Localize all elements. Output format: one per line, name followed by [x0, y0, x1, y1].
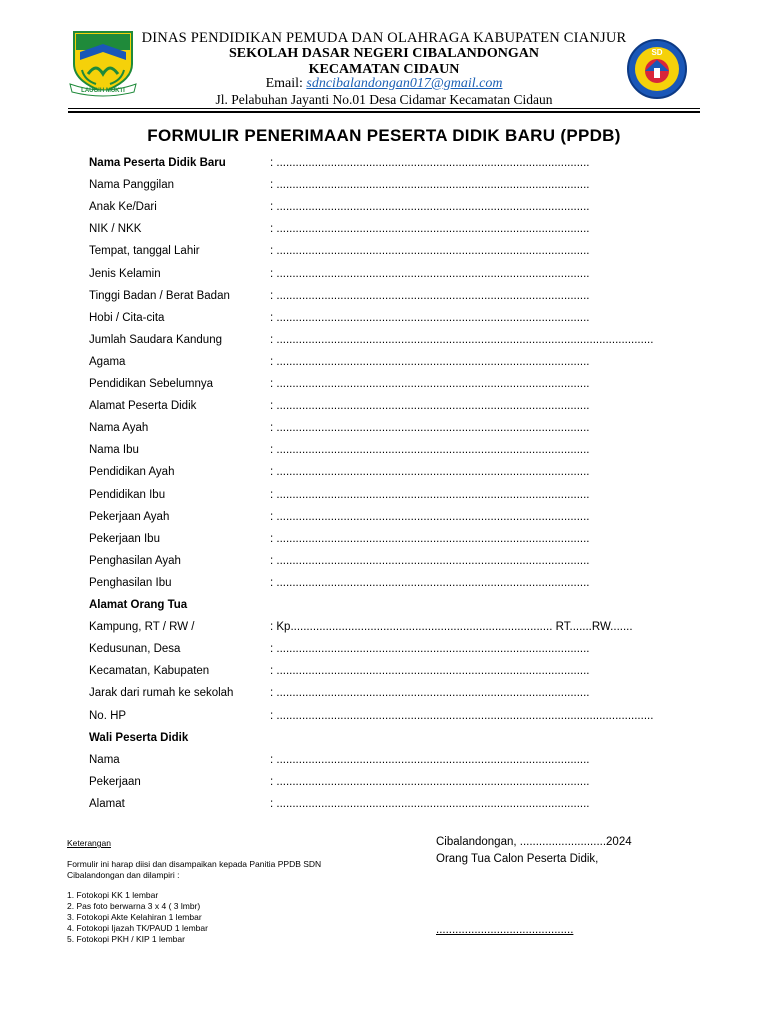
form-row-label: NIK / NKK [89, 223, 142, 236]
form-row-fill-line[interactable]: : .................................................................................................. [270, 355, 590, 368]
form-row-fill-line[interactable]: : .................................................................................................. [270, 576, 590, 589]
notes-text-1: Formulir ini harap diisi dan disampaikan kepada Panitia PPDB SDN [67, 859, 322, 869]
form-row [89, 732, 689, 752]
signature-role: Orang Tua Calon Peserta Didik, [436, 853, 599, 865]
form-row-fill-line[interactable]: : .................................................................................................. [270, 378, 590, 390]
form-row-fill-line[interactable]: : Kp.................................................................................. RT.......RW....... [270, 621, 633, 634]
form-row [89, 643, 689, 663]
header-address: Jl. Pelabuhan Jayanti No.01 Desa Cidamar Kecamatan Cidaun [215, 92, 553, 107]
header-rule-bottom [68, 111, 700, 113]
header-agency: DINAS PENDIDIKAN PEMUDA DAN OLAHRAGA KABUPATEN CIANJUR [141, 30, 627, 46]
form-row-fill-line[interactable]: : .................................................................................................. [270, 532, 590, 545]
form-row-fill-line[interactable]: : .................................................................................................. [270, 510, 590, 523]
form-row [89, 290, 689, 310]
form-row [89, 466, 689, 486]
form-row-fill-line[interactable]: : .................................................................................................. [270, 179, 590, 192]
form-row-label: Alamat [89, 797, 125, 810]
form-row-label: Nama Ayah [89, 422, 149, 435]
form-row [89, 378, 689, 398]
signature-place-date: Cibalandongan, ...........................2024 [436, 836, 632, 848]
form-row-label: Kampung, RT / RW / [89, 621, 195, 634]
header-school-name: SEKOLAH DASAR NEGERI CIBALANDONGAN [229, 46, 539, 61]
email-label: Email: [265, 76, 307, 91]
form-row [89, 245, 689, 265]
form-row [89, 223, 689, 243]
form-row-label: Wali Peserta Didik [89, 731, 189, 744]
form-row-fill-line[interactable]: : .................................................................................................. [270, 797, 590, 810]
form-row-label: Nama [89, 753, 120, 766]
form-row-fill-line[interactable]: : .................................................................................................. [270, 157, 590, 169]
form-row-label: Anak Ke/Dari [89, 201, 157, 214]
form-title: FORMULIR PENERIMAAN PESERTA DIDIK BARU (PPDB) [147, 126, 621, 145]
form-row-fill-line[interactable]: : .................................................................................................. [270, 289, 590, 302]
signature-line: ........................................... [436, 924, 574, 936]
form-row-label: No. HP [89, 709, 127, 722]
form-row [89, 533, 689, 553]
notes-item: 3. Fotokopi Akte Kelahiran 1 lembar [67, 912, 202, 922]
form-row-label: Penghasilan Ibu [89, 576, 172, 589]
form-row [89, 444, 689, 464]
form-row-fill-line[interactable]: : .................................................................................................. [270, 400, 590, 413]
form-row-fill-line[interactable]: : .................................................................................................. [270, 444, 590, 457]
form-row [89, 312, 689, 332]
form-row-fill-line[interactable]: : .................................................................................................. [270, 753, 590, 766]
form-row-label: Tempat, tanggal Lahir [89, 245, 200, 258]
form-row-label: Pendidikan Ibu [89, 488, 166, 501]
form-row-label: Pekerjaan Ibu [89, 532, 160, 545]
header-district: KECAMATAN CIDAUN [308, 62, 460, 77]
notes-heading: Keterangan [67, 838, 111, 848]
form-row-label: Jumlah Saudara Kandung [89, 333, 222, 346]
form-row [89, 400, 689, 420]
form-row-fill-line[interactable]: : ...................................................................................................................... [270, 333, 654, 346]
notes-text-2: Cibalandongan dan dilampiri : [67, 870, 180, 880]
form-row-fill-line[interactable]: : .................................................................................................. [270, 554, 590, 567]
logo-sd-text: SD [651, 48, 663, 57]
form-row [89, 577, 689, 597]
form-row-fill-line[interactable]: : .................................................................................................. [270, 775, 590, 788]
form-row-label: Nama Peserta Didik Baru [89, 157, 226, 169]
header-email-line [0, 76, 768, 92]
logo-banner-text: LAUGIH MUKTI [81, 88, 125, 94]
form-row-fill-line[interactable]: : .................................................................................................. [270, 267, 590, 280]
notes-item: 4. Fotokopi Ijazah TK/PAUD 1 lembar [67, 923, 208, 933]
form-row [89, 599, 689, 619]
form-row-label: Pendidikan Ayah [89, 466, 175, 479]
form-row [89, 489, 689, 509]
form-row [89, 687, 689, 707]
form-row [89, 555, 689, 575]
form-row-label: Nama Panggilan [89, 179, 175, 192]
form-row [89, 776, 689, 796]
form-row [89, 422, 689, 442]
form-row [89, 334, 689, 354]
form-row-fill-line[interactable]: : .................................................................................................. [270, 223, 590, 236]
form-row [89, 268, 689, 288]
form-row-fill-line[interactable]: : .................................................................................................. [270, 466, 590, 479]
form-row-fill-line[interactable]: : .................................................................................................. [270, 687, 590, 700]
form-row-label: Jenis Kelamin [89, 267, 161, 280]
form-row-label: Alamat Orang Tua [89, 599, 188, 611]
form-row-fill-line[interactable]: : .................................................................................................. [270, 201, 590, 214]
form-row [89, 754, 689, 774]
header-rule-top [68, 108, 700, 109]
form-row-label: Pendidikan Sebelumnya [89, 378, 214, 390]
form-row-fill-line[interactable]: : .................................................................................................. [270, 488, 590, 501]
notes-item: 1. Fotokopi KK 1 lembar [67, 890, 159, 900]
form-row-fill-line[interactable]: : .................................................................................................. [270, 311, 590, 324]
email-link[interactable]: sdncibalandongan017@gmail.com [306, 76, 503, 91]
notes-item: 2. Pas foto berwarna 3 x 4 ( 3 lmbr) [67, 901, 201, 911]
form-row [89, 179, 689, 199]
form-row-label: Kecamatan, Kabupaten [89, 665, 210, 678]
form-row-fill-line[interactable]: : ...................................................................................................................... [270, 709, 654, 722]
form-row-label: Hobi / Cita-cita [89, 311, 165, 324]
form-row-label: Tinggi Badan / Berat Badan [89, 289, 230, 302]
form-row [89, 356, 689, 376]
form-row-label: Nama Ibu [89, 444, 139, 457]
form-row [89, 157, 689, 177]
form-row-label: Jarak dari rumah ke sekolah [89, 687, 234, 700]
notes-item: 5. Fotokopi PKH / KIP 1 lembar [67, 934, 185, 944]
form-row [89, 665, 689, 685]
form-row-label: Agama [89, 355, 126, 368]
form-row-label: Kedusunan, Desa [89, 643, 181, 656]
form-row [89, 511, 689, 531]
form-row [89, 201, 689, 221]
form-row-fill-line[interactable]: : .................................................................................................. [270, 245, 590, 258]
form-row [89, 710, 689, 730]
form-row [89, 798, 689, 818]
form-row-fill-line[interactable]: : .................................................................................................. [270, 665, 590, 678]
form-row-fill-line[interactable]: : .................................................................................................. [270, 422, 590, 435]
form-row-label: Pekerjaan [89, 775, 141, 788]
form-row-label: Penghasilan Ayah [89, 554, 181, 567]
form-row-label: Alamat Peserta Didik [89, 400, 197, 413]
form-row [89, 621, 689, 641]
form-row-fill-line[interactable]: : .................................................................................................. [270, 643, 590, 656]
form-row-label: Pekerjaan Ayah [89, 510, 170, 523]
